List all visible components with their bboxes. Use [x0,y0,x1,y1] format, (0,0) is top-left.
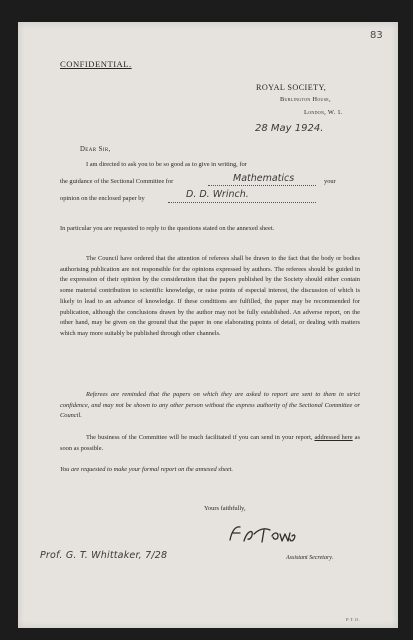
handwritten-author: D. D. Wrinch. [186,189,249,200]
para1-line2-end: your [324,178,336,185]
signature-title: Assistant Secretary. [286,555,334,561]
paragraph-annexed-sheet: In particular you are requested to reply to the questions stated on the annexed sheet. [60,225,275,232]
closing: Yours faithfully, [204,505,246,512]
field-author-underline [168,202,316,203]
paragraph-business-start: The business of the Committee will be much facilitated if you can send in your report, [86,434,313,441]
handwritten-committee: Mathematics [233,173,295,184]
paragraph-referees: Referees are reminded that the papers on which they are asked to report are sent to them in strict confidence, and may not be shown to any other person without the express authority of the Sectional Committee or Council. [60,391,360,420]
letter-sheet [18,22,398,628]
paragraph-formal-report: You are requested to make your formal report on the annexed sheet. [60,466,233,473]
handwritten-date: 28 May 1924. [255,123,324,134]
para1-line2-start: the guidance of the Sectional Committee for [60,178,174,185]
confidential-heading: CONFIDENTIAL. [60,59,132,69]
paragraph-council: The Council have ordered that the attention of referees shall be drawn to the fact that the body or bodies authorising publication are not responsible for the opinions expressed by authors. The referees should be guided in the expression of their opinion by the consideration that the papers published by the Society should either contain some material contribution to scientific knowledge, or raise points of especial interest, the discussion of which is likely to lead to an advance of knowledge. If these conditions are fulfilled, the paper may be recommended for publication, although the conclusions drawn by the author may not be fully established. An adverse report, on the other hand, may be given on the ground that the paper in one elaborating points of detail, or dealing with matters which may more suitably be published through other channels. [60,255,360,337]
folio-number: 83 [370,30,383,41]
address-line-1: ROYAL SOCIETY, [256,83,327,92]
handwritten-referee-note: Prof. G. T. Whittaker, 7/28 [40,550,168,561]
paragraph-business [60,433,360,454]
address-line-2: Burlington House, [280,96,331,103]
paragraph-business-end: as soon as possible. [60,434,360,452]
para1-line3-start: opinion on the enclosed paper by [60,195,145,202]
para1-line1: I am directed to ask you to be so good as to give in writing, for [86,161,247,168]
addressed-here-text: addressed here [314,434,353,441]
signature [226,522,298,546]
field-committee-underline [208,185,316,186]
printer-code: P.T.O. [346,617,361,622]
salutation: Dear Sir, [80,146,111,153]
address-line-3: London, W. 1. [304,109,343,116]
